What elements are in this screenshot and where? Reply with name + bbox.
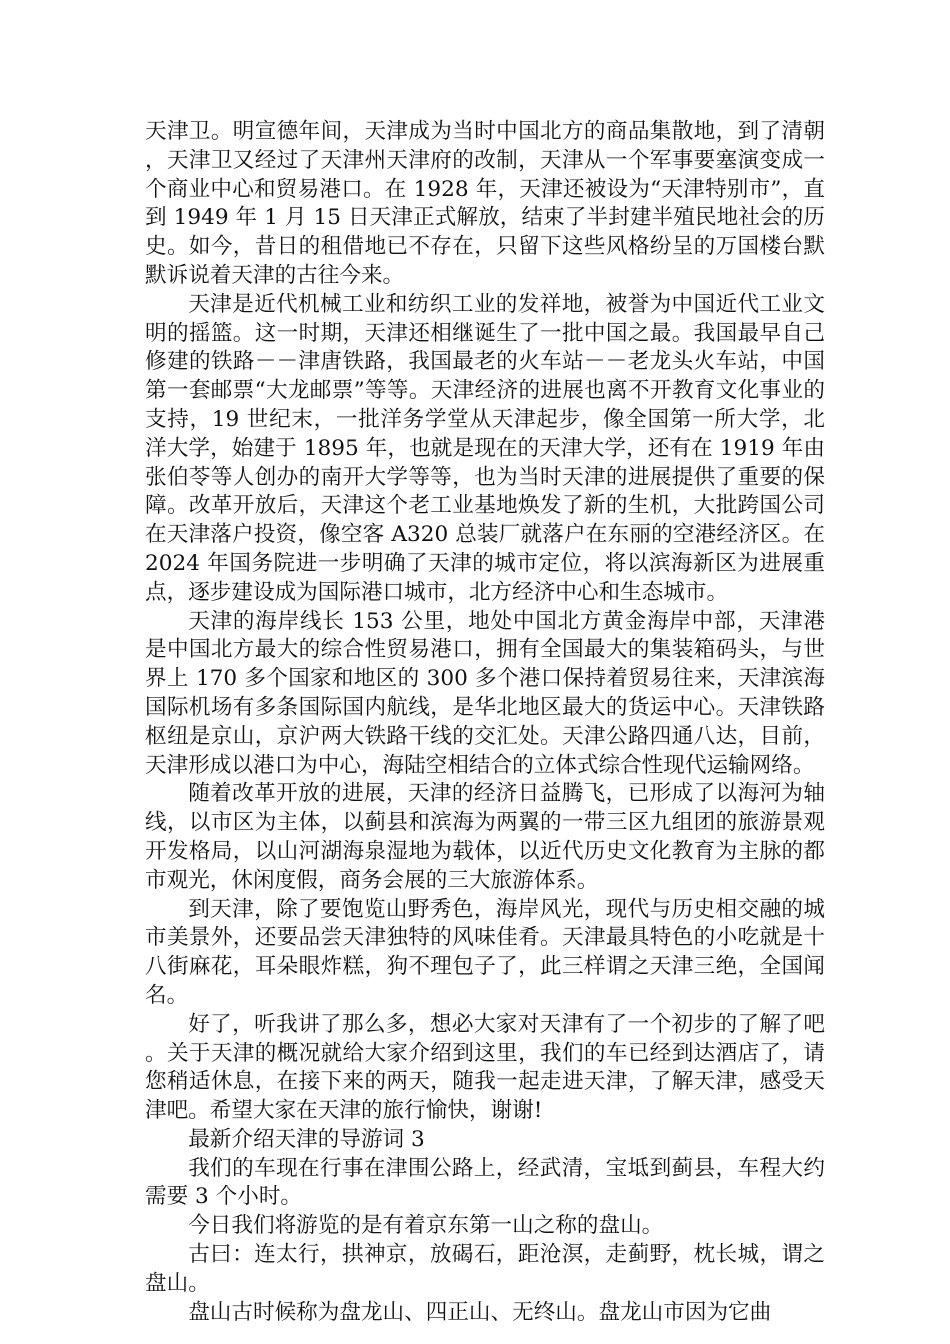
paragraph-panshan-names: 盘山古时候称为盘龙山、四正山、无终山。盘龙山市因为它曲 [188,1299,772,1325]
paragraph-transport-network: 天津的海岸线长 153 公里，地处中国北方黄金海岸中部，天津港是中国北方最大的综合性贸易港口，拥有全国最大的集装箱码头，与世界上 170 多个国家和地区的 300 多个港口保持着贸易往来，天津滨海国际机场有多条国际国内航线，是华北地区最大的货运中心。天津铁路枢纽是京山，京沪两大铁路干线的交汇处。天津公路四通八达，目前，天津形成以港口为中心，海陆空相结合的立体式综合性现代运输网络。 [145,608,825,778]
paragraph-route-info: 我们的车现在行事在津围公路上，经武清，宝坻到蓟县，车程大约需要 3 个小时。 [145,1155,825,1210]
paragraph-local-food: 到天津，除了要饱览山野秀色，海岸风光，现代与历史相交融的城市美景外，还要品尝天津独特的风味佳肴。天津最具特色的小吃就是十八街麻花，耳朵眼炸糕，狗不理包子了，此三样谓之天津三绝，全国闻名。 [145,896,825,1008]
paragraph-closing-remarks: 好了，听我讲了那么多，想必大家对天津有了一个初步的了解了吧。关于天津的概况就给大家介绍到这里，我们的车已经到达酒店了，请您稍适休息，在接下来的两天，随我一起走进天津，了解天津，感受天津吧。希望大家在天津的旅行愉快，谢谢! [145,1011,825,1124]
paragraph-panshan-intro: 今日我们将游览的是有着京东第一山之称的盘山。 [188,1213,664,1239]
paragraph-tourism-layout: 随着改革开放的进展，天津的经济日益腾飞，已形成了以海河为轴线，以市区为主体，以蓟县和滨海为两翼的一带三区九组团的旅游景观开发格局，以山河湖海泉湿地为载体，以近代历史文化教育为主脉的都市观光，休闲度假，商务会展的三大旅游体系。 [145,781,825,893]
section-heading: 最新介绍天津的导游词 3 [188,1126,425,1152]
paragraph-industry-education: 天津是近代机械工业和纺织工业的发祥地，被誉为中国近代工业文明的摇篮。这一时期，天津还相继诞生了一批中国之最。我国最早自己修建的铁路－－津唐铁路，我国最老的火车站－－老龙头火车站，中国第一套邮票“大龙邮票”等等。天津经济的进展也离不开教育文化事业的支持，19 世纪末，一批洋务学堂从天津起步，像全国第一所大学，北洋大学，始建于 1895 年，也就是现在的天津大学，还有在 1919 年由张伯苓等人创办的南开大学等等，也为当时天津的进展提供了重要的保障。改革开放后，天津这个老工业基地焕发了新的生机，大批跨国公司在天津落户投资，像空客 A320 总装厂就落户在东丽的空港经济区。在 2024 年国务院进一步明确了天津的城市定位，将以滨海新区为进展重点，逐步建设成为国际港口城市，北方经济中心和生态城市。 [145,291,825,605]
document-page [145,118,825,1327]
paragraph-ancient-quote: 古曰：连太行，拱神京，放碣石，距沧溟，走蓟野，枕长城，谓之盘山。 [145,1242,825,1296]
paragraph-history-tianjin-wei: 天津卫。明宣德年间，天津成为当时中国北方的商品集散地，到了清朝，天津卫又经过了天津州天津府的改制，天津从一个军事要塞演变成一个商业中心和贸易港口。在 1928 年，天津还被设为“天津特别市”，直到 1949 年 1 月 15 日天津正式解放，结束了半封建半殖民地社会的历史。如今，昔日的租借地已不存在，只留下这些风格纷呈的万国楼台默默诉说着天津的古往今来。 [145,119,825,288]
